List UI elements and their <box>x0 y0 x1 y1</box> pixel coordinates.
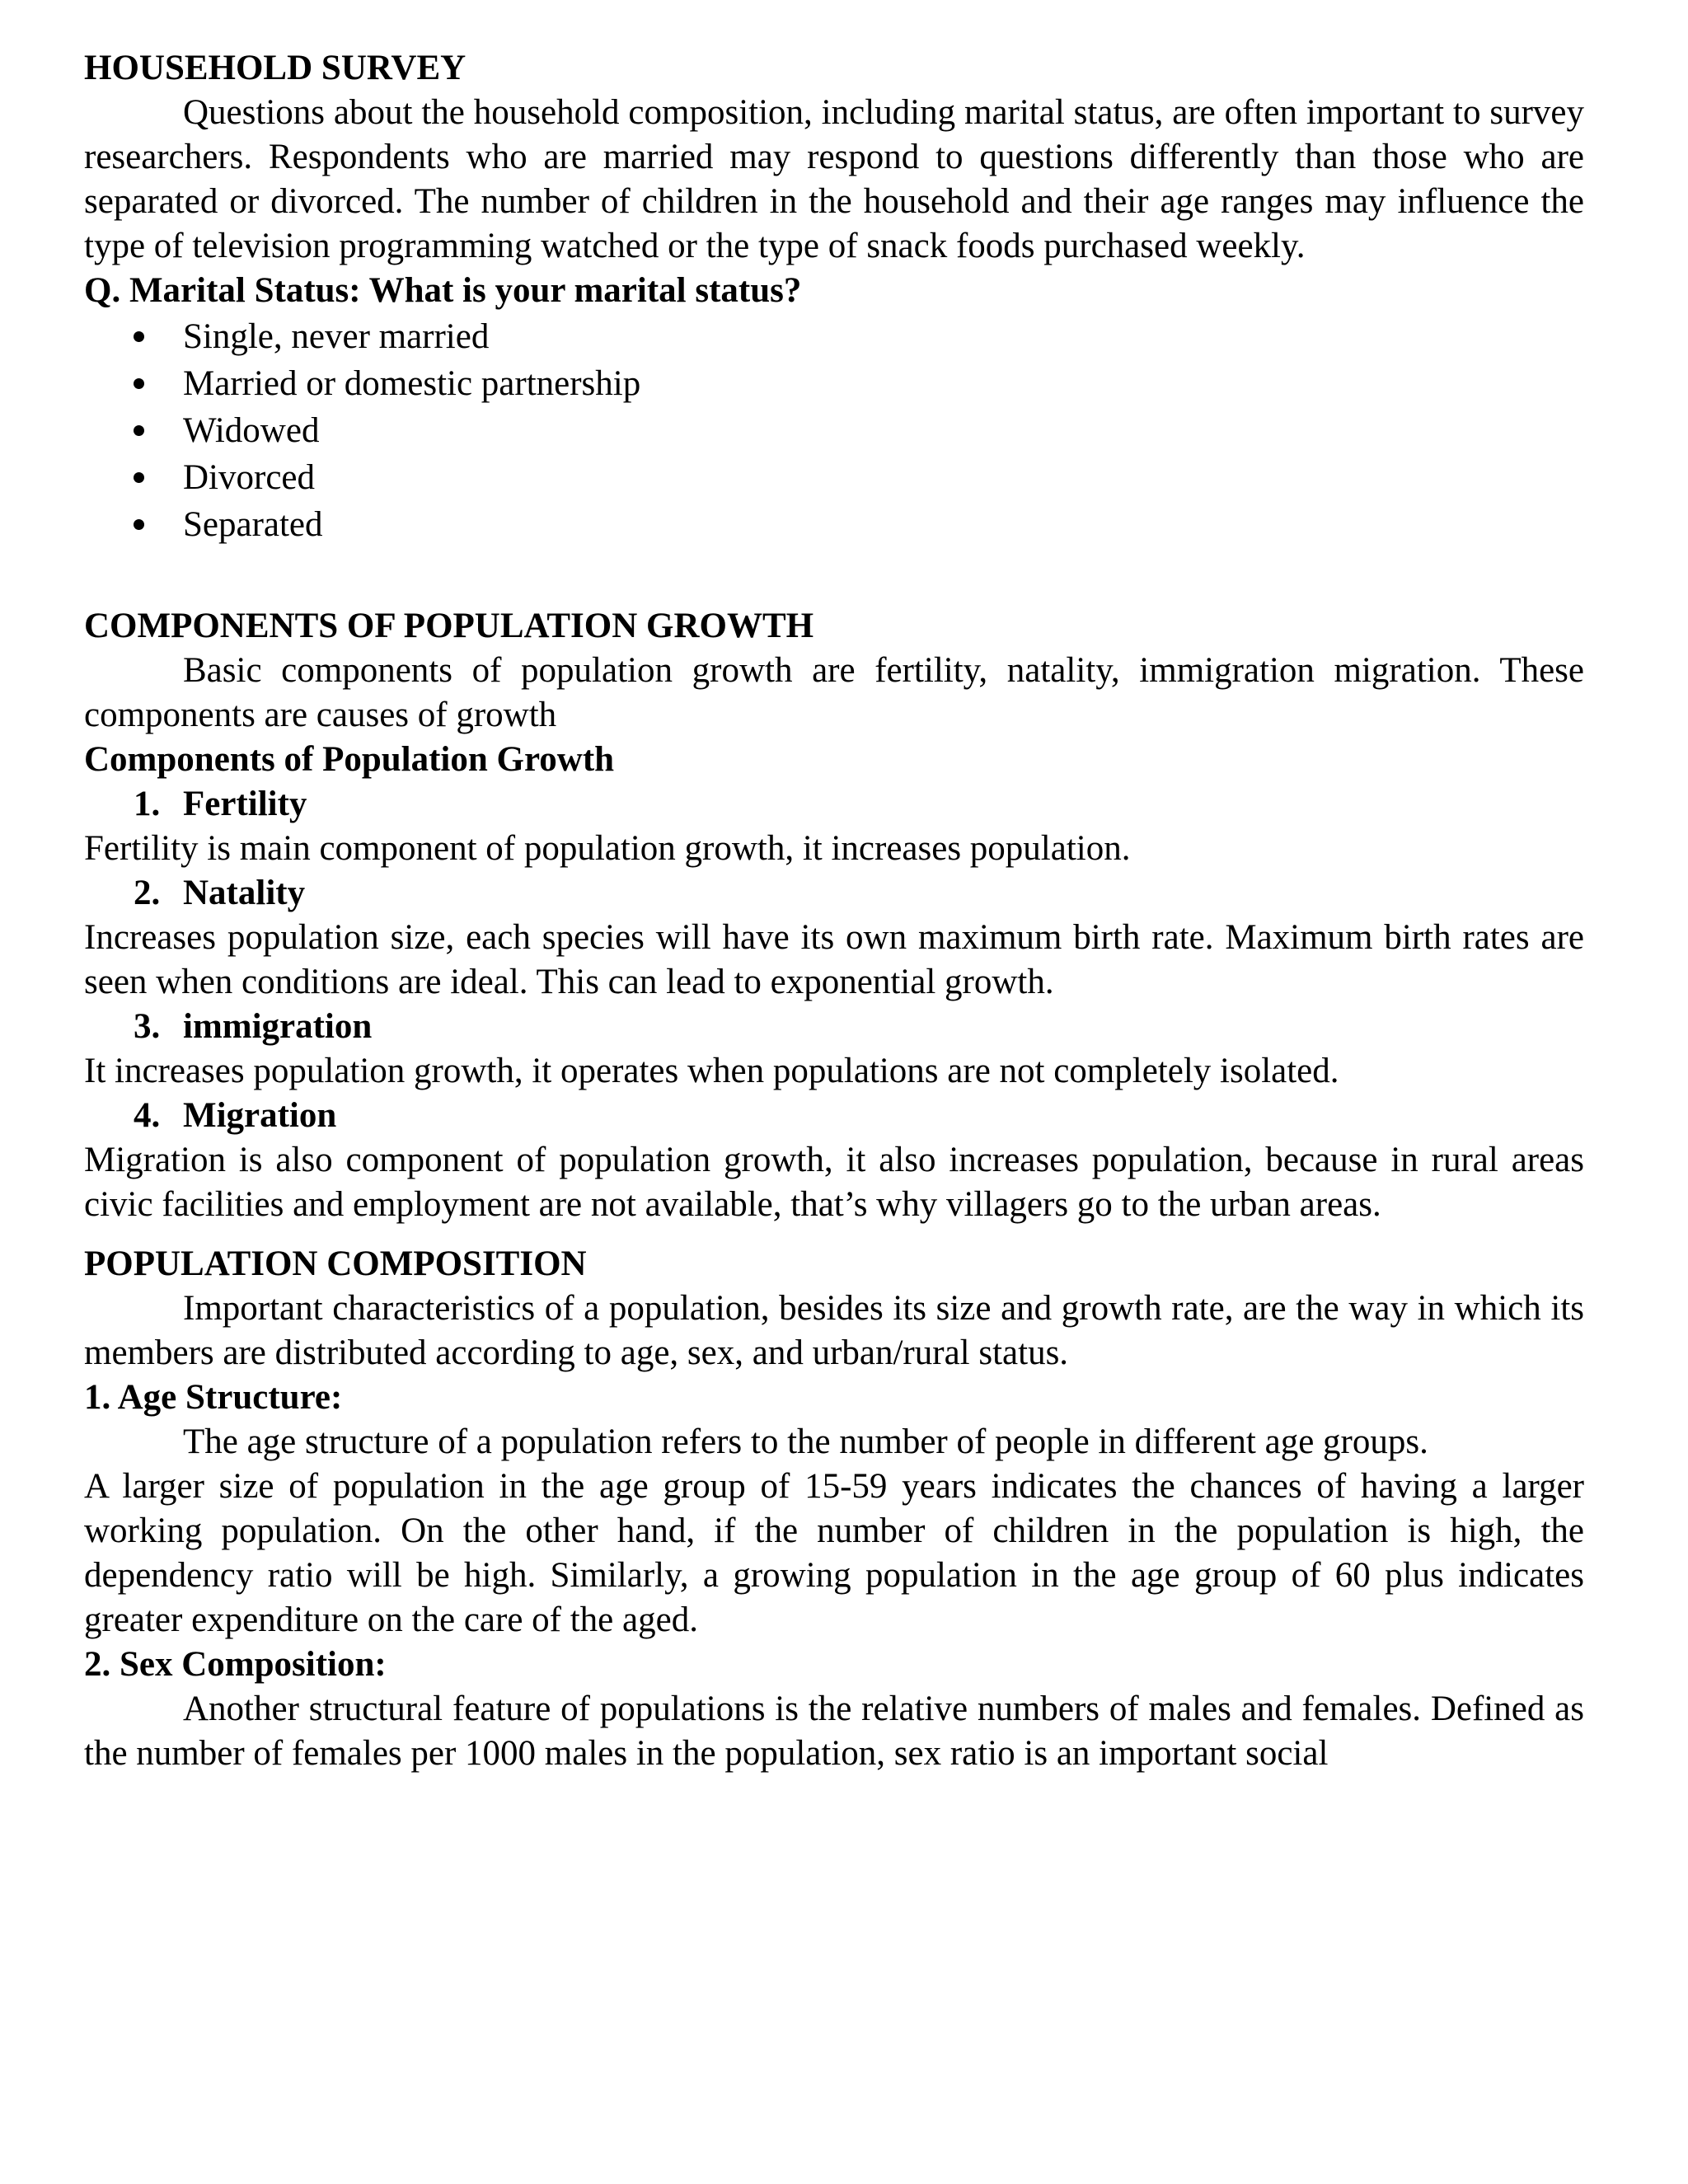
list-item: Separated <box>134 501 1584 548</box>
component-heading-fertility: 1. Fertility <box>134 785 307 823</box>
marital-status-question: Q. Marital Status: What is your marital status? <box>84 271 802 310</box>
component-text-natality: Increases population size, each species will have its own maximum birth rate. Maximum birth rates are seen when conditions are ideal. This can lead to exponential growth. <box>84 918 1584 1001</box>
document-page <box>84 46 1584 1776</box>
component-heading-migration: 4. Migration <box>134 1096 337 1135</box>
section-heading-components: COMPONENTS OF POPULATION GROWTH <box>84 607 814 645</box>
bullet-icon <box>134 425 144 436</box>
component-heading-immigration: 3. immigration <box>134 1007 373 1046</box>
sex-composition-paragraph: Another structural feature of populations is the relative numbers of males and females. Defined as the number of females per 1000 males in the population, sex ratio is an important social <box>84 1690 1584 1773</box>
list-item: Single, never married <box>134 313 1584 360</box>
household-paragraph: Questions about the household composition, including marital status, are often important to survey researchers. Respondents who are married may respond to questions differently than those who are separated or divorced. The number of children in the household and their age ranges may influence the type of television programming watched or the type of snack foods purchased weekly. <box>84 93 1584 265</box>
age-structure-heading: 1. Age Structure: <box>84 1378 343 1417</box>
age-structure-paragraph: A larger size of population in the age group of 15-59 years indicates the chances of having a larger working population. On the other hand, if the number of children in the population is high, the dependency ratio will be high. Similarly, a growing population in the age group of 60 plus indicates greater expenditure on the care of the aged. <box>84 1467 1584 1639</box>
component-text-immigration: It increases population growth, it operates when populations are not completely isolated. <box>84 1052 1339 1090</box>
component-heading-natality: 2. Natality <box>134 874 306 912</box>
component-text-fertility: Fertility is main component of population growth, it increases population. <box>84 829 1131 868</box>
bullet-icon <box>134 378 144 389</box>
age-structure-intro: The age structure of a population refers to the number of people in different age groups. <box>183 1422 1428 1461</box>
list-item: Widowed <box>134 407 1584 454</box>
composition-paragraph: Important characteristics of a population, besides its size and growth rate, are the way in which its members are distributed according to age, sex, and urban/rural status. <box>84 1289 1584 1372</box>
bullet-icon <box>134 472 144 483</box>
components-subheading: Components of Population Growth <box>84 740 615 779</box>
marital-status-options <box>84 313 1584 548</box>
bullet-icon <box>134 519 144 530</box>
list-item: Married or domestic partnership <box>134 360 1584 407</box>
bullet-icon <box>134 331 144 342</box>
section-heading-household-survey: HOUSEHOLD SURVEY <box>84 49 467 87</box>
section-heading-population-composition: POPULATION COMPOSITION <box>84 1244 587 1283</box>
components-paragraph: Basic components of population growth are fertility, natality, immigration migration. These components are causes of growth <box>84 651 1584 734</box>
list-item: Divorced <box>134 454 1584 501</box>
component-text-migration: Migration is also component of population growth, it also increases population, because in rural areas civic facilities and employment are not available, that’s why villagers go to the urban areas. <box>84 1141 1584 1224</box>
sex-composition-heading: 2. Sex Composition: <box>84 1645 387 1684</box>
